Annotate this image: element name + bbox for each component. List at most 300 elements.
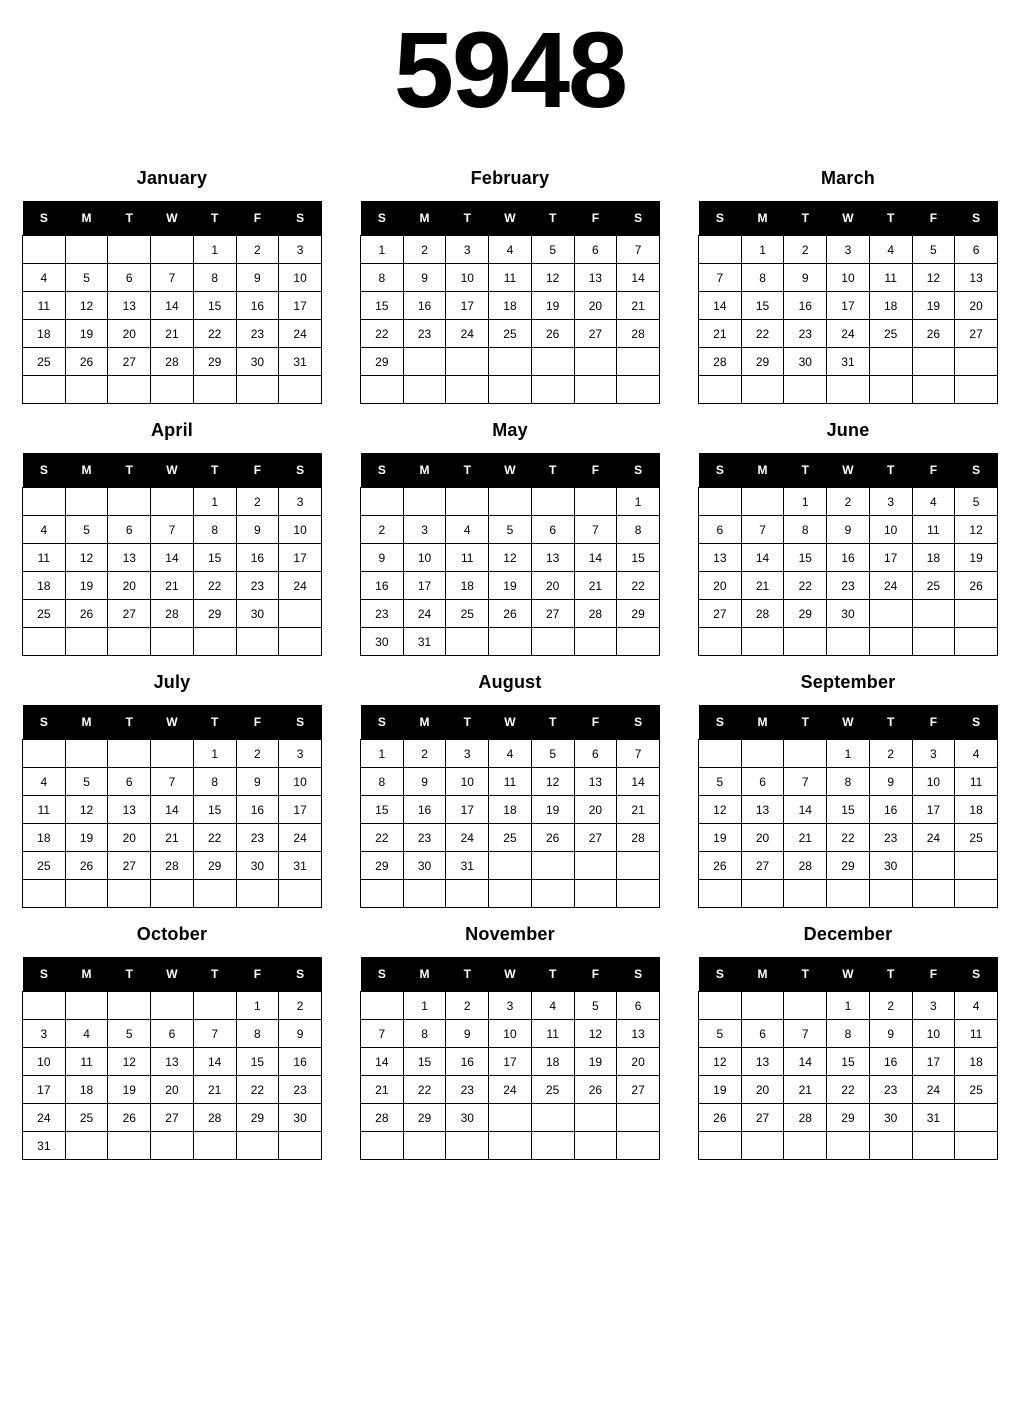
day-cell[interactable]: 30 bbox=[869, 1104, 912, 1132]
day-cell[interactable]: 29 bbox=[784, 600, 827, 628]
day-cell[interactable]: 30 bbox=[784, 348, 827, 376]
day-cell[interactable]: 28 bbox=[617, 320, 660, 348]
day-cell[interactable]: 24 bbox=[869, 572, 912, 600]
day-cell[interactable]: 24 bbox=[23, 1104, 66, 1132]
day-cell[interactable]: 5 bbox=[531, 740, 574, 768]
day-cell[interactable]: 12 bbox=[65, 544, 108, 572]
day-cell[interactable]: 3 bbox=[403, 516, 446, 544]
day-cell[interactable]: 8 bbox=[193, 768, 236, 796]
day-cell[interactable]: 18 bbox=[23, 824, 66, 852]
day-cell[interactable]: 11 bbox=[955, 1020, 998, 1048]
day-cell[interactable]: 29 bbox=[403, 1104, 446, 1132]
day-cell[interactable]: 1 bbox=[827, 992, 870, 1020]
day-cell[interactable]: 18 bbox=[955, 796, 998, 824]
day-cell[interactable]: 3 bbox=[912, 740, 955, 768]
day-cell[interactable]: 8 bbox=[827, 768, 870, 796]
day-cell[interactable]: 28 bbox=[193, 1104, 236, 1132]
day-cell[interactable]: 28 bbox=[151, 348, 194, 376]
day-cell[interactable]: 4 bbox=[489, 236, 532, 264]
day-cell[interactable]: 9 bbox=[869, 768, 912, 796]
day-cell[interactable]: 25 bbox=[489, 320, 532, 348]
day-cell[interactable]: 13 bbox=[741, 1048, 784, 1076]
day-cell[interactable]: 22 bbox=[361, 824, 404, 852]
day-cell[interactable]: 13 bbox=[955, 264, 998, 292]
day-cell[interactable]: 29 bbox=[193, 600, 236, 628]
day-cell[interactable]: 10 bbox=[446, 264, 489, 292]
day-cell[interactable]: 31 bbox=[446, 852, 489, 880]
day-cell[interactable]: 6 bbox=[699, 516, 742, 544]
day-cell[interactable]: 24 bbox=[912, 1076, 955, 1104]
day-cell[interactable]: 9 bbox=[236, 264, 279, 292]
day-cell[interactable]: 26 bbox=[65, 348, 108, 376]
day-cell[interactable]: 2 bbox=[869, 740, 912, 768]
day-cell[interactable]: 3 bbox=[279, 236, 322, 264]
day-cell[interactable]: 8 bbox=[236, 1020, 279, 1048]
day-cell[interactable]: 20 bbox=[108, 824, 151, 852]
day-cell[interactable]: 6 bbox=[955, 236, 998, 264]
day-cell[interactable]: 15 bbox=[827, 1048, 870, 1076]
day-cell[interactable]: 30 bbox=[361, 628, 404, 656]
day-cell[interactable]: 6 bbox=[574, 236, 617, 264]
day-cell[interactable]: 13 bbox=[151, 1048, 194, 1076]
day-cell[interactable]: 12 bbox=[574, 1020, 617, 1048]
day-cell[interactable]: 19 bbox=[912, 292, 955, 320]
day-cell[interactable]: 11 bbox=[489, 264, 532, 292]
day-cell[interactable]: 22 bbox=[827, 824, 870, 852]
day-cell[interactable]: 14 bbox=[151, 796, 194, 824]
day-cell[interactable]: 12 bbox=[699, 1048, 742, 1076]
day-cell[interactable]: 21 bbox=[741, 572, 784, 600]
day-cell[interactable]: 30 bbox=[279, 1104, 322, 1132]
day-cell[interactable]: 5 bbox=[912, 236, 955, 264]
day-cell[interactable]: 21 bbox=[151, 824, 194, 852]
day-cell[interactable]: 4 bbox=[489, 740, 532, 768]
day-cell[interactable]: 13 bbox=[531, 544, 574, 572]
day-cell[interactable]: 7 bbox=[617, 236, 660, 264]
day-cell[interactable]: 27 bbox=[699, 600, 742, 628]
day-cell[interactable]: 22 bbox=[617, 572, 660, 600]
day-cell[interactable]: 5 bbox=[65, 516, 108, 544]
day-cell[interactable]: 19 bbox=[699, 824, 742, 852]
day-cell[interactable]: 22 bbox=[784, 572, 827, 600]
day-cell[interactable]: 25 bbox=[446, 600, 489, 628]
day-cell[interactable]: 27 bbox=[108, 852, 151, 880]
day-cell[interactable]: 21 bbox=[151, 572, 194, 600]
day-cell[interactable]: 18 bbox=[869, 292, 912, 320]
day-cell[interactable]: 20 bbox=[531, 572, 574, 600]
day-cell[interactable]: 7 bbox=[361, 1020, 404, 1048]
day-cell[interactable]: 15 bbox=[236, 1048, 279, 1076]
day-cell[interactable]: 4 bbox=[65, 1020, 108, 1048]
day-cell[interactable]: 6 bbox=[741, 768, 784, 796]
day-cell[interactable]: 27 bbox=[741, 852, 784, 880]
day-cell[interactable]: 25 bbox=[23, 348, 66, 376]
day-cell[interactable]: 3 bbox=[279, 740, 322, 768]
day-cell[interactable]: 10 bbox=[279, 264, 322, 292]
day-cell[interactable]: 25 bbox=[23, 600, 66, 628]
day-cell[interactable]: 16 bbox=[403, 796, 446, 824]
day-cell[interactable]: 16 bbox=[784, 292, 827, 320]
day-cell[interactable]: 29 bbox=[827, 852, 870, 880]
day-cell[interactable]: 11 bbox=[912, 516, 955, 544]
day-cell[interactable]: 3 bbox=[869, 488, 912, 516]
day-cell[interactable]: 23 bbox=[784, 320, 827, 348]
day-cell[interactable]: 5 bbox=[531, 236, 574, 264]
day-cell[interactable]: 8 bbox=[193, 264, 236, 292]
day-cell[interactable]: 31 bbox=[279, 348, 322, 376]
day-cell[interactable]: 13 bbox=[574, 768, 617, 796]
day-cell[interactable]: 16 bbox=[827, 544, 870, 572]
day-cell[interactable]: 21 bbox=[617, 292, 660, 320]
day-cell[interactable]: 9 bbox=[869, 1020, 912, 1048]
day-cell[interactable]: 21 bbox=[361, 1076, 404, 1104]
day-cell[interactable]: 29 bbox=[236, 1104, 279, 1132]
day-cell[interactable]: 23 bbox=[279, 1076, 322, 1104]
day-cell[interactable]: 23 bbox=[361, 600, 404, 628]
day-cell[interactable]: 1 bbox=[361, 740, 404, 768]
day-cell[interactable]: 26 bbox=[574, 1076, 617, 1104]
day-cell[interactable]: 27 bbox=[531, 600, 574, 628]
day-cell[interactable]: 1 bbox=[741, 236, 784, 264]
day-cell[interactable]: 11 bbox=[23, 292, 66, 320]
day-cell[interactable]: 20 bbox=[108, 320, 151, 348]
day-cell[interactable]: 30 bbox=[236, 852, 279, 880]
day-cell[interactable]: 16 bbox=[236, 292, 279, 320]
day-cell[interactable]: 22 bbox=[403, 1076, 446, 1104]
day-cell[interactable]: 17 bbox=[827, 292, 870, 320]
day-cell[interactable]: 7 bbox=[193, 1020, 236, 1048]
day-cell[interactable]: 11 bbox=[869, 264, 912, 292]
day-cell[interactable]: 17 bbox=[403, 572, 446, 600]
day-cell[interactable]: 27 bbox=[151, 1104, 194, 1132]
day-cell[interactable]: 16 bbox=[236, 544, 279, 572]
day-cell[interactable]: 14 bbox=[151, 544, 194, 572]
day-cell[interactable]: 22 bbox=[193, 824, 236, 852]
day-cell[interactable]: 23 bbox=[446, 1076, 489, 1104]
day-cell[interactable]: 29 bbox=[193, 852, 236, 880]
day-cell[interactable]: 4 bbox=[912, 488, 955, 516]
day-cell[interactable]: 2 bbox=[784, 236, 827, 264]
day-cell[interactable]: 10 bbox=[279, 516, 322, 544]
day-cell[interactable]: 6 bbox=[574, 740, 617, 768]
day-cell[interactable]: 29 bbox=[361, 852, 404, 880]
day-cell[interactable]: 22 bbox=[361, 320, 404, 348]
day-cell[interactable]: 7 bbox=[151, 264, 194, 292]
day-cell[interactable]: 3 bbox=[489, 992, 532, 1020]
day-cell[interactable]: 13 bbox=[574, 264, 617, 292]
day-cell[interactable]: 15 bbox=[827, 796, 870, 824]
day-cell[interactable]: 7 bbox=[741, 516, 784, 544]
day-cell[interactable]: 12 bbox=[108, 1048, 151, 1076]
day-cell[interactable]: 26 bbox=[699, 852, 742, 880]
day-cell[interactable]: 4 bbox=[446, 516, 489, 544]
day-cell[interactable]: 29 bbox=[741, 348, 784, 376]
day-cell[interactable]: 21 bbox=[784, 824, 827, 852]
day-cell[interactable]: 14 bbox=[617, 264, 660, 292]
day-cell[interactable]: 16 bbox=[869, 1048, 912, 1076]
day-cell[interactable]: 12 bbox=[65, 796, 108, 824]
day-cell[interactable]: 2 bbox=[869, 992, 912, 1020]
day-cell[interactable]: 18 bbox=[531, 1048, 574, 1076]
day-cell[interactable]: 17 bbox=[446, 796, 489, 824]
day-cell[interactable]: 11 bbox=[23, 544, 66, 572]
day-cell[interactable]: 2 bbox=[827, 488, 870, 516]
day-cell[interactable]: 26 bbox=[65, 600, 108, 628]
day-cell[interactable]: 24 bbox=[446, 320, 489, 348]
day-cell[interactable]: 2 bbox=[236, 236, 279, 264]
day-cell[interactable]: 5 bbox=[955, 488, 998, 516]
day-cell[interactable]: 18 bbox=[23, 572, 66, 600]
day-cell[interactable]: 18 bbox=[489, 796, 532, 824]
day-cell[interactable]: 18 bbox=[912, 544, 955, 572]
day-cell[interactable]: 1 bbox=[193, 488, 236, 516]
day-cell[interactable]: 13 bbox=[699, 544, 742, 572]
day-cell[interactable]: 15 bbox=[193, 544, 236, 572]
day-cell[interactable]: 16 bbox=[446, 1048, 489, 1076]
day-cell[interactable]: 7 bbox=[617, 740, 660, 768]
day-cell[interactable]: 17 bbox=[912, 796, 955, 824]
day-cell[interactable]: 1 bbox=[403, 992, 446, 1020]
day-cell[interactable]: 19 bbox=[65, 824, 108, 852]
day-cell[interactable]: 9 bbox=[784, 264, 827, 292]
day-cell[interactable]: 14 bbox=[699, 292, 742, 320]
day-cell[interactable]: 31 bbox=[23, 1132, 66, 1160]
day-cell[interactable]: 17 bbox=[489, 1048, 532, 1076]
day-cell[interactable]: 16 bbox=[279, 1048, 322, 1076]
day-cell[interactable]: 14 bbox=[784, 796, 827, 824]
day-cell[interactable]: 24 bbox=[279, 320, 322, 348]
day-cell[interactable]: 25 bbox=[65, 1104, 108, 1132]
day-cell[interactable]: 25 bbox=[955, 1076, 998, 1104]
day-cell[interactable]: 13 bbox=[108, 796, 151, 824]
day-cell[interactable]: 20 bbox=[574, 796, 617, 824]
day-cell[interactable]: 19 bbox=[531, 796, 574, 824]
day-cell[interactable]: 17 bbox=[279, 544, 322, 572]
day-cell[interactable]: 30 bbox=[869, 852, 912, 880]
day-cell[interactable]: 28 bbox=[617, 824, 660, 852]
day-cell[interactable]: 27 bbox=[741, 1104, 784, 1132]
day-cell[interactable]: 20 bbox=[741, 1076, 784, 1104]
day-cell[interactable]: 24 bbox=[446, 824, 489, 852]
day-cell[interactable]: 30 bbox=[236, 600, 279, 628]
day-cell[interactable]: 8 bbox=[617, 516, 660, 544]
day-cell[interactable]: 25 bbox=[23, 852, 66, 880]
day-cell[interactable]: 26 bbox=[108, 1104, 151, 1132]
day-cell[interactable]: 16 bbox=[403, 292, 446, 320]
day-cell[interactable]: 1 bbox=[784, 488, 827, 516]
day-cell[interactable]: 24 bbox=[489, 1076, 532, 1104]
day-cell[interactable]: 26 bbox=[531, 320, 574, 348]
day-cell[interactable]: 19 bbox=[531, 292, 574, 320]
day-cell[interactable]: 27 bbox=[108, 348, 151, 376]
day-cell[interactable]: 25 bbox=[531, 1076, 574, 1104]
day-cell[interactable]: 20 bbox=[617, 1048, 660, 1076]
day-cell[interactable]: 12 bbox=[531, 264, 574, 292]
day-cell[interactable]: 28 bbox=[784, 852, 827, 880]
day-cell[interactable]: 23 bbox=[869, 824, 912, 852]
day-cell[interactable]: 22 bbox=[193, 572, 236, 600]
day-cell[interactable]: 8 bbox=[741, 264, 784, 292]
day-cell[interactable]: 29 bbox=[193, 348, 236, 376]
day-cell[interactable]: 30 bbox=[827, 600, 870, 628]
day-cell[interactable]: 29 bbox=[361, 348, 404, 376]
day-cell[interactable]: 20 bbox=[741, 824, 784, 852]
day-cell[interactable]: 1 bbox=[236, 992, 279, 1020]
day-cell[interactable]: 4 bbox=[869, 236, 912, 264]
day-cell[interactable]: 10 bbox=[827, 264, 870, 292]
day-cell[interactable]: 5 bbox=[574, 992, 617, 1020]
day-cell[interactable]: 17 bbox=[23, 1076, 66, 1104]
day-cell[interactable]: 16 bbox=[361, 572, 404, 600]
day-cell[interactable]: 15 bbox=[617, 544, 660, 572]
day-cell[interactable]: 27 bbox=[617, 1076, 660, 1104]
day-cell[interactable]: 6 bbox=[531, 516, 574, 544]
day-cell[interactable]: 19 bbox=[699, 1076, 742, 1104]
day-cell[interactable]: 17 bbox=[869, 544, 912, 572]
day-cell[interactable]: 31 bbox=[279, 852, 322, 880]
day-cell[interactable]: 2 bbox=[403, 740, 446, 768]
day-cell[interactable]: 21 bbox=[151, 320, 194, 348]
day-cell[interactable]: 17 bbox=[912, 1048, 955, 1076]
day-cell[interactable]: 24 bbox=[403, 600, 446, 628]
day-cell[interactable]: 9 bbox=[279, 1020, 322, 1048]
day-cell[interactable]: 19 bbox=[955, 544, 998, 572]
day-cell[interactable]: 19 bbox=[489, 572, 532, 600]
day-cell[interactable]: 28 bbox=[784, 1104, 827, 1132]
day-cell[interactable]: 18 bbox=[446, 572, 489, 600]
day-cell[interactable]: 5 bbox=[108, 1020, 151, 1048]
day-cell[interactable]: 6 bbox=[741, 1020, 784, 1048]
day-cell[interactable]: 14 bbox=[741, 544, 784, 572]
day-cell[interactable]: 31 bbox=[403, 628, 446, 656]
day-cell[interactable]: 17 bbox=[279, 292, 322, 320]
day-cell[interactable]: 9 bbox=[827, 516, 870, 544]
day-cell[interactable]: 16 bbox=[869, 796, 912, 824]
day-cell[interactable]: 3 bbox=[23, 1020, 66, 1048]
day-cell[interactable]: 12 bbox=[955, 516, 998, 544]
day-cell[interactable]: 2 bbox=[236, 740, 279, 768]
day-cell[interactable]: 25 bbox=[955, 824, 998, 852]
day-cell[interactable]: 10 bbox=[403, 544, 446, 572]
day-cell[interactable]: 26 bbox=[65, 852, 108, 880]
day-cell[interactable]: 5 bbox=[65, 768, 108, 796]
day-cell[interactable]: 12 bbox=[531, 768, 574, 796]
day-cell[interactable]: 1 bbox=[193, 236, 236, 264]
day-cell[interactable]: 1 bbox=[617, 488, 660, 516]
day-cell[interactable]: 15 bbox=[403, 1048, 446, 1076]
day-cell[interactable]: 28 bbox=[151, 600, 194, 628]
day-cell[interactable]: 10 bbox=[869, 516, 912, 544]
day-cell[interactable]: 22 bbox=[236, 1076, 279, 1104]
day-cell[interactable]: 28 bbox=[574, 600, 617, 628]
day-cell[interactable]: 7 bbox=[784, 768, 827, 796]
day-cell[interactable]: 24 bbox=[279, 572, 322, 600]
day-cell[interactable]: 22 bbox=[193, 320, 236, 348]
day-cell[interactable]: 23 bbox=[236, 320, 279, 348]
day-cell[interactable]: 28 bbox=[361, 1104, 404, 1132]
day-cell[interactable]: 13 bbox=[108, 292, 151, 320]
day-cell[interactable]: 29 bbox=[827, 1104, 870, 1132]
day-cell[interactable]: 14 bbox=[784, 1048, 827, 1076]
day-cell[interactable]: 6 bbox=[151, 1020, 194, 1048]
day-cell[interactable]: 22 bbox=[827, 1076, 870, 1104]
day-cell[interactable]: 6 bbox=[108, 516, 151, 544]
day-cell[interactable]: 3 bbox=[827, 236, 870, 264]
day-cell[interactable]: 26 bbox=[912, 320, 955, 348]
day-cell[interactable]: 10 bbox=[446, 768, 489, 796]
day-cell[interactable]: 4 bbox=[23, 264, 66, 292]
day-cell[interactable]: 3 bbox=[279, 488, 322, 516]
day-cell[interactable]: 3 bbox=[446, 740, 489, 768]
day-cell[interactable]: 22 bbox=[741, 320, 784, 348]
day-cell[interactable]: 26 bbox=[955, 572, 998, 600]
day-cell[interactable]: 26 bbox=[489, 600, 532, 628]
day-cell[interactable]: 12 bbox=[699, 796, 742, 824]
day-cell[interactable]: 7 bbox=[574, 516, 617, 544]
day-cell[interactable]: 19 bbox=[65, 320, 108, 348]
day-cell[interactable]: 11 bbox=[65, 1048, 108, 1076]
day-cell[interactable]: 14 bbox=[151, 292, 194, 320]
day-cell[interactable]: 16 bbox=[236, 796, 279, 824]
day-cell[interactable]: 14 bbox=[193, 1048, 236, 1076]
day-cell[interactable]: 25 bbox=[489, 824, 532, 852]
day-cell[interactable]: 29 bbox=[617, 600, 660, 628]
day-cell[interactable]: 23 bbox=[869, 1076, 912, 1104]
day-cell[interactable]: 18 bbox=[489, 292, 532, 320]
day-cell[interactable]: 14 bbox=[361, 1048, 404, 1076]
day-cell[interactable]: 3 bbox=[446, 236, 489, 264]
day-cell[interactable]: 21 bbox=[193, 1076, 236, 1104]
day-cell[interactable]: 2 bbox=[236, 488, 279, 516]
day-cell[interactable]: 27 bbox=[108, 600, 151, 628]
day-cell[interactable]: 13 bbox=[108, 544, 151, 572]
day-cell[interactable]: 3 bbox=[912, 992, 955, 1020]
day-cell[interactable]: 2 bbox=[361, 516, 404, 544]
day-cell[interactable]: 8 bbox=[193, 516, 236, 544]
day-cell[interactable]: 4 bbox=[955, 740, 998, 768]
day-cell[interactable]: 19 bbox=[65, 572, 108, 600]
day-cell[interactable]: 11 bbox=[489, 768, 532, 796]
day-cell[interactable]: 20 bbox=[108, 572, 151, 600]
day-cell[interactable]: 5 bbox=[699, 1020, 742, 1048]
day-cell[interactable]: 14 bbox=[617, 768, 660, 796]
day-cell[interactable]: 6 bbox=[108, 264, 151, 292]
day-cell[interactable]: 9 bbox=[236, 768, 279, 796]
day-cell[interactable]: 18 bbox=[65, 1076, 108, 1104]
day-cell[interactable]: 12 bbox=[65, 292, 108, 320]
day-cell[interactable]: 12 bbox=[489, 544, 532, 572]
day-cell[interactable]: 12 bbox=[912, 264, 955, 292]
day-cell[interactable]: 14 bbox=[574, 544, 617, 572]
day-cell[interactable]: 17 bbox=[446, 292, 489, 320]
day-cell[interactable]: 8 bbox=[361, 264, 404, 292]
day-cell[interactable]: 31 bbox=[912, 1104, 955, 1132]
day-cell[interactable]: 4 bbox=[23, 516, 66, 544]
day-cell[interactable]: 10 bbox=[489, 1020, 532, 1048]
day-cell[interactable]: 28 bbox=[151, 852, 194, 880]
day-cell[interactable]: 23 bbox=[236, 572, 279, 600]
day-cell[interactable]: 26 bbox=[699, 1104, 742, 1132]
day-cell[interactable]: 25 bbox=[869, 320, 912, 348]
day-cell[interactable]: 21 bbox=[699, 320, 742, 348]
day-cell[interactable]: 7 bbox=[784, 1020, 827, 1048]
day-cell[interactable]: 15 bbox=[741, 292, 784, 320]
day-cell[interactable]: 8 bbox=[361, 768, 404, 796]
day-cell[interactable]: 13 bbox=[617, 1020, 660, 1048]
day-cell[interactable]: 8 bbox=[827, 1020, 870, 1048]
day-cell[interactable]: 21 bbox=[617, 796, 660, 824]
day-cell[interactable]: 9 bbox=[361, 544, 404, 572]
